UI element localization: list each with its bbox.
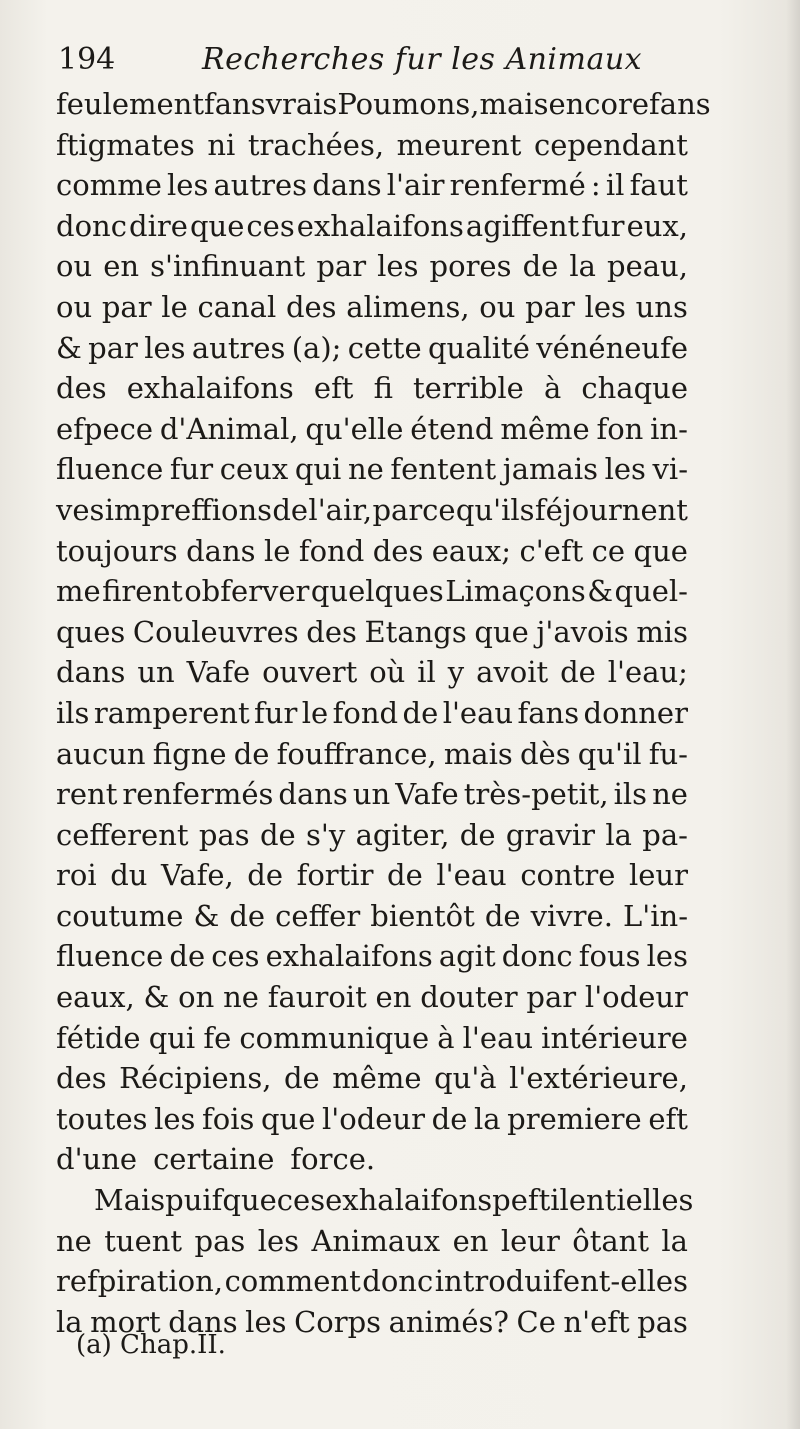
word: pas — [637, 1304, 688, 1339]
word: des — [56, 1061, 107, 1096]
word: feulement — [56, 87, 205, 121]
text-line — [56, 815, 688, 856]
text-line — [56, 1018, 688, 1059]
word: firent — [102, 574, 183, 609]
word: agit — [438, 939, 496, 974]
page-header — [58, 38, 758, 86]
text-line — [56, 246, 688, 287]
text-line — [56, 287, 688, 328]
word: que — [633, 533, 688, 568]
word: Corps — [294, 1304, 382, 1339]
word: premiere — [507, 1101, 642, 1136]
word: fe — [203, 1020, 232, 1055]
word: des — [372, 533, 424, 568]
word: les — [604, 452, 646, 487]
word: ceux — [219, 452, 289, 487]
text-line — [56, 1180, 694, 1221]
word: chaque — [581, 371, 688, 406]
word: (a); — [291, 330, 342, 365]
word: des — [285, 289, 337, 324]
word: mort — [90, 1304, 161, 1339]
word: fur — [581, 208, 625, 243]
word: de — [402, 695, 439, 730]
word: Mais — [94, 1183, 166, 1218]
word: ne — [347, 452, 384, 487]
word: douter — [420, 980, 518, 1015]
word: mais — [443, 736, 513, 771]
word: fon — [596, 411, 644, 446]
word: par — [526, 980, 577, 1015]
word: autres — [191, 330, 286, 365]
word: y — [447, 655, 465, 690]
word: l'air, — [308, 492, 373, 527]
footnote: (a) Chap.II. — [76, 1330, 226, 1360]
word: un — [137, 655, 175, 690]
word: l'eau — [442, 695, 514, 730]
word: ne — [223, 980, 259, 1015]
word: fortir — [296, 858, 374, 893]
word: & — [193, 898, 220, 933]
word: ils — [613, 777, 648, 812]
word: le — [301, 695, 329, 730]
word: les — [154, 1101, 196, 1136]
word: pores — [429, 249, 512, 284]
word: que — [474, 614, 529, 649]
word: meurent — [396, 127, 522, 162]
text-line — [56, 1099, 688, 1140]
word: encore — [548, 87, 650, 121]
word: fi — [373, 371, 393, 406]
word: bientôt — [370, 898, 475, 933]
word: en — [103, 249, 140, 284]
word: fans — [204, 87, 266, 121]
word: les — [167, 168, 209, 203]
word: de — [484, 898, 521, 933]
word: cependant — [533, 127, 688, 162]
word: du — [110, 858, 148, 893]
word: des — [56, 371, 107, 406]
word: Etangs — [364, 614, 467, 649]
word: c'eft — [519, 533, 584, 568]
word: & — [587, 574, 614, 609]
word: quelques — [310, 574, 444, 609]
text-line — [56, 368, 688, 409]
word: s'y — [306, 817, 346, 852]
word: les — [646, 939, 688, 974]
word: l'odeur — [322, 1101, 426, 1136]
word: Poumons,mais — [337, 87, 549, 121]
word: j'avois — [536, 614, 629, 649]
word: d'Animal, — [159, 411, 299, 446]
word: en — [375, 980, 412, 1015]
word: leur — [628, 858, 688, 893]
word: autres — [213, 168, 308, 203]
word: aucun — [56, 736, 146, 771]
word: peau, — [607, 249, 688, 284]
word: exhalaifons — [325, 1183, 493, 1218]
word: pa- — [642, 817, 688, 852]
word: peftilentielles — [492, 1183, 694, 1218]
word: agiter, — [355, 817, 450, 852]
word: gravir — [505, 817, 596, 852]
text-line — [56, 165, 688, 206]
word: efpece — [56, 411, 154, 446]
word: Vafe, — [161, 858, 234, 893]
word: Limaçons — [445, 574, 586, 609]
word: fouffrance, — [276, 736, 437, 771]
running-title: Recherches fur les Animaux — [202, 42, 643, 77]
word: jamais — [502, 452, 598, 487]
word: un — [352, 777, 391, 812]
word: par — [101, 289, 152, 324]
word: n'eft — [563, 1304, 630, 1339]
word: dans — [278, 777, 348, 812]
text-line — [56, 774, 688, 815]
word: donc — [362, 1264, 434, 1299]
word: il — [605, 168, 625, 203]
word: où — [369, 655, 406, 690]
word: même — [500, 411, 590, 446]
word: intérieure — [541, 1020, 688, 1055]
word: fluence — [56, 939, 164, 974]
text-line — [56, 571, 688, 612]
word: par — [88, 330, 138, 365]
word: de — [459, 817, 496, 852]
text-line — [56, 490, 688, 531]
word: ouvert — [262, 655, 358, 690]
word: ne — [652, 777, 688, 812]
word: renfermé — [449, 168, 586, 203]
word: l'eau — [462, 1020, 534, 1055]
word: donc — [56, 208, 127, 243]
word: canal — [197, 289, 277, 324]
word: d'une — [56, 1142, 138, 1177]
word: impreffions — [104, 492, 273, 527]
word: même — [332, 1061, 422, 1096]
word: figne — [152, 736, 227, 771]
text-line — [56, 328, 688, 369]
word: avoit — [476, 655, 549, 690]
word: de — [387, 858, 423, 893]
word: tuent — [104, 1223, 183, 1258]
page-number: 194 — [58, 42, 116, 77]
word: qui — [148, 1020, 196, 1055]
text-line — [56, 693, 688, 734]
word: de — [431, 1101, 468, 1136]
word: ces — [276, 1183, 326, 1218]
word: fond — [298, 533, 365, 568]
word: leur — [500, 1223, 560, 1258]
word: l'eau; — [607, 655, 688, 690]
word: donc — [501, 939, 573, 974]
word: alimens, — [346, 289, 470, 324]
word: fluence — [56, 452, 164, 487]
text-line — [56, 1221, 688, 1262]
text-line — [56, 449, 688, 490]
word: puifque — [165, 1183, 277, 1218]
text-line — [56, 1139, 688, 1180]
word: communique — [239, 1020, 430, 1055]
word: ceffer — [275, 898, 361, 933]
word: exhalaifons — [126, 371, 294, 406]
word: & — [56, 330, 82, 365]
word: roi — [56, 858, 97, 893]
word: pas — [198, 817, 250, 852]
word: vénéneufe — [536, 330, 688, 365]
word: de — [259, 817, 296, 852]
word: animés? — [388, 1304, 509, 1339]
word: de — [247, 858, 284, 893]
word: fous — [578, 939, 641, 974]
word: contre — [520, 858, 616, 893]
word: étend — [410, 411, 494, 446]
word: dans — [312, 168, 382, 203]
word: fétide — [56, 1020, 141, 1055]
word: de — [560, 655, 596, 690]
word: vrais — [265, 87, 338, 121]
text-line — [56, 936, 688, 977]
word: qui — [294, 452, 342, 487]
word: les — [377, 249, 419, 284]
word: ce — [591, 533, 626, 568]
word: de — [233, 736, 270, 771]
text-line — [56, 855, 688, 896]
word: Couleuvres — [132, 614, 299, 649]
word: ou — [479, 289, 516, 324]
word: Vafe — [395, 777, 459, 812]
word: dès — [519, 736, 571, 771]
word: eux, — [626, 208, 688, 243]
word: qu'ils — [455, 492, 535, 527]
word: à — [543, 371, 562, 406]
word: vivre. — [530, 898, 613, 933]
word: la — [661, 1223, 688, 1258]
word: ne — [56, 1223, 92, 1258]
word: féjournent — [534, 492, 688, 527]
word: agiffent — [465, 208, 580, 243]
word: ou — [56, 289, 93, 324]
text-line — [56, 1058, 688, 1099]
word: fur — [254, 695, 298, 730]
word: coutume — [56, 898, 184, 933]
text-line — [56, 206, 688, 247]
word: qu'à — [434, 1061, 497, 1096]
word: l'air — [386, 168, 445, 203]
text-line — [56, 896, 688, 937]
word: mis — [636, 614, 688, 649]
word: qu'elle — [305, 411, 404, 446]
word: très-petit, — [463, 777, 609, 812]
word: : — [590, 168, 601, 203]
word: ftigmates — [56, 127, 195, 162]
word: de — [283, 1061, 320, 1096]
word: fans — [649, 87, 711, 121]
word: fans — [517, 695, 580, 730]
word: la — [605, 817, 632, 852]
word: renfermés — [122, 777, 274, 812]
word: toutes — [56, 1101, 148, 1136]
word: ramperent — [93, 695, 250, 730]
word: qu'il — [577, 736, 642, 771]
word: la — [56, 1304, 83, 1339]
word: eft — [313, 371, 354, 406]
word: Ce — [516, 1304, 556, 1339]
word: faut — [629, 168, 688, 203]
word: que — [189, 208, 245, 243]
word: il — [417, 655, 436, 690]
word: la — [473, 1101, 501, 1136]
word: vi- — [652, 452, 688, 487]
page-edge-shadow — [786, 0, 800, 1429]
text-line — [56, 612, 688, 653]
word: la — [569, 249, 596, 284]
word: des — [306, 614, 357, 649]
word: ques — [56, 614, 126, 649]
word: comme — [56, 168, 162, 203]
word: en — [452, 1223, 489, 1258]
word: me — [56, 574, 101, 609]
word: cefferent — [56, 817, 189, 852]
word: de — [522, 249, 559, 284]
text-line — [56, 125, 688, 166]
word: le — [263, 533, 291, 568]
text-line — [56, 652, 688, 693]
word: in- — [650, 411, 688, 446]
word: on — [178, 980, 215, 1015]
word: les — [245, 1304, 287, 1339]
word: pas — [194, 1223, 246, 1258]
word: quel- — [614, 574, 688, 609]
word: dans — [56, 655, 126, 690]
word: fur — [169, 452, 214, 487]
word: L'in- — [623, 898, 688, 933]
text-line — [56, 84, 711, 125]
word: dans — [168, 1304, 238, 1339]
word: eaux, — [56, 980, 135, 1015]
word: dans — [186, 533, 256, 568]
word: l'odeur — [584, 980, 688, 1015]
word: & — [143, 980, 170, 1015]
word: terrible — [413, 371, 524, 406]
word: eaux; — [431, 533, 512, 568]
word: trachées, — [247, 127, 385, 162]
word: l'extérieure, — [509, 1061, 688, 1096]
word: le — [161, 289, 188, 324]
word: ou — [56, 249, 93, 284]
word: Vafe — [186, 655, 251, 690]
word: certaine — [153, 1142, 275, 1177]
word: force. — [290, 1142, 376, 1177]
text-line — [56, 734, 688, 775]
word: rent — [56, 777, 118, 812]
word: Animaux — [311, 1223, 441, 1258]
text-line — [56, 531, 688, 572]
word: s'infinuant — [150, 249, 306, 284]
word: dire — [129, 208, 188, 243]
word: que — [261, 1101, 316, 1136]
word: exhalaifons — [296, 208, 464, 243]
word: fauroit — [267, 980, 367, 1015]
text-line — [56, 409, 688, 450]
body-text — [56, 84, 711, 1342]
word: de — [229, 898, 266, 933]
word: eft — [648, 1101, 688, 1136]
word: cette — [347, 330, 422, 365]
word: donner — [583, 695, 688, 730]
word: ils — [56, 695, 90, 730]
word: Récipiens, — [119, 1061, 272, 1096]
word: introduifent-elles — [434, 1264, 688, 1299]
word: ces — [211, 939, 260, 974]
word: ces — [246, 208, 295, 243]
word: de — [272, 492, 309, 527]
text-line — [56, 977, 688, 1018]
word: comment — [224, 1264, 361, 1299]
word: les — [257, 1223, 300, 1258]
word: les — [584, 289, 626, 324]
word: qualité — [427, 330, 530, 365]
word: obferver — [184, 574, 310, 609]
word: refpiration, — [56, 1264, 224, 1299]
word: par — [316, 249, 367, 284]
word: fois — [202, 1101, 255, 1136]
word: ni — [207, 127, 236, 162]
word: toujours — [56, 533, 178, 568]
word: uns — [635, 289, 688, 324]
word: fond — [332, 695, 399, 730]
word: fu- — [648, 736, 688, 771]
word: les — [144, 330, 186, 365]
word: parce — [372, 492, 456, 527]
word: exhalaifons — [265, 939, 433, 974]
word: par — [525, 289, 575, 324]
word: l'eau — [436, 858, 507, 893]
word: fentent — [390, 452, 497, 487]
word: ôtant — [572, 1223, 649, 1258]
word: à — [437, 1020, 455, 1055]
text-line — [56, 1261, 688, 1302]
word: de — [169, 939, 206, 974]
word: ves — [56, 492, 105, 527]
